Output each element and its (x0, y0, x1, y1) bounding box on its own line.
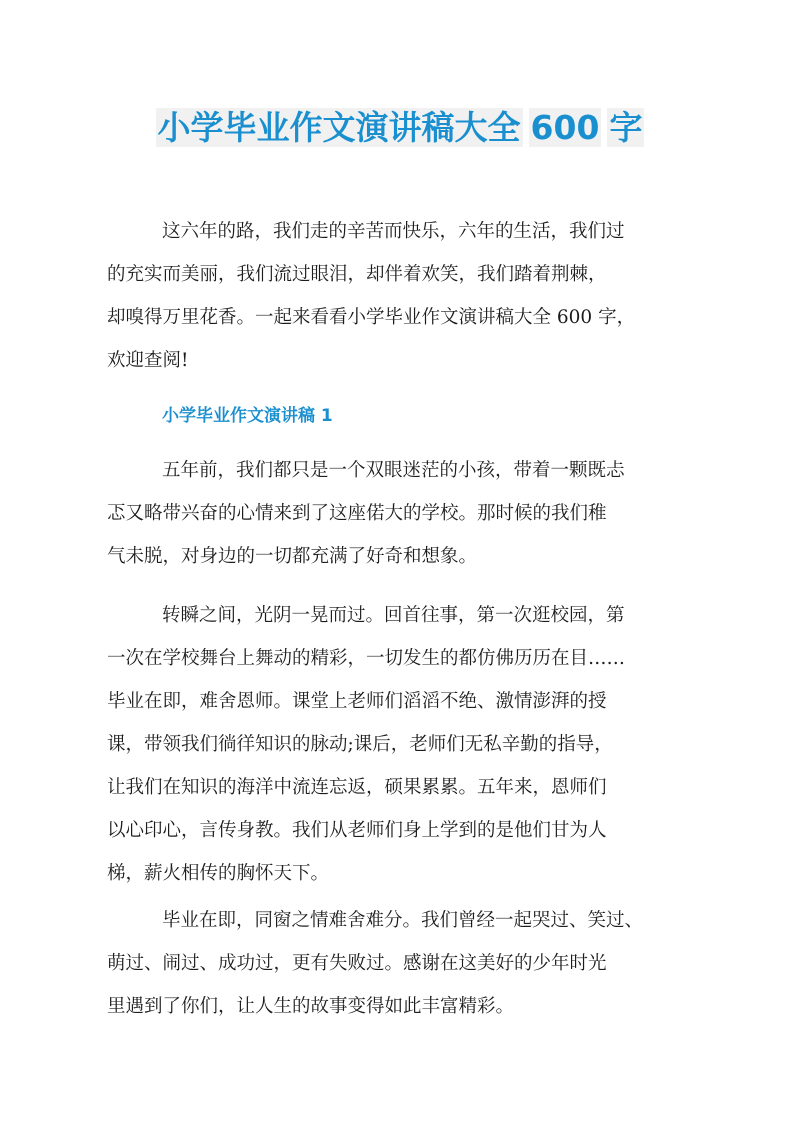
paragraph-line: 毕业在即，同窗之情难舍难分。我们曾经一起哭过、笑过、 (162, 910, 644, 931)
intro-line: 这六年的路，我们走的辛苦而快乐，六年的生活，我们过 (162, 221, 625, 242)
paragraph-line: 萌过、闹过、成功过，更有失败过。感谢在这美好的少年时光 (107, 953, 607, 974)
paragraph-line: 一次在学校舞台上舞动的精彩，一切发生的都仿佛历历在目…… (107, 648, 626, 669)
intro-line: 欢迎查阅! (107, 350, 189, 371)
title-part-main: 小学毕业作文演讲稿大全 (157, 108, 521, 147)
paragraph-line: 梯，薪火相传的胸怀天下。 (107, 863, 330, 884)
paragraph-line: 毕业在即，难舍恩师。课堂上老师们滔滔不绝、激情澎湃的授 (107, 691, 607, 712)
paragraph-line: 以心印心，言传身教。我们从老师们身上学到的是他们甘为人 (107, 820, 607, 841)
paragraph-line: 气未脱，对身边的一切都充满了好奇和想象。 (107, 546, 478, 567)
page-title (0, 104, 800, 152)
title-part-number: 600 (530, 108, 600, 147)
section-heading: 小学毕业作文演讲稿 1 (162, 406, 333, 426)
title-part-unit: 字 (609, 108, 643, 147)
paragraph-line: 五年前，我们都只是一个双眼迷茫的小孩，带着一颗既忐 (162, 460, 625, 481)
paragraph-line: 里遇到了你们，让人生的故事变得如此丰富精彩。 (107, 996, 515, 1017)
intro-line: 却嗅得万里花香。一起来看看小学毕业作文演讲稿大全 600 字， (107, 307, 636, 328)
paragraph-line: 课，带领我们徜徉知识的脉动;课后，老师们无私辛勤的指导， (107, 734, 613, 755)
paragraph-line: 忑又略带兴奋的心情来到了这座偌大的学校。那时候的我们稚 (107, 503, 607, 524)
paragraph-line: 让我们在知识的海洋中流连忘返，硕果累累。五年来，恩师们 (107, 777, 607, 798)
intro-line: 的充实而美丽，我们流过眼泪，却伴着欢笑，我们踏着荆棘， (107, 264, 607, 285)
paragraph-line: 转瞬之间，光阴一晃而过。回首往事，第一次逛校园，第 (162, 605, 625, 626)
